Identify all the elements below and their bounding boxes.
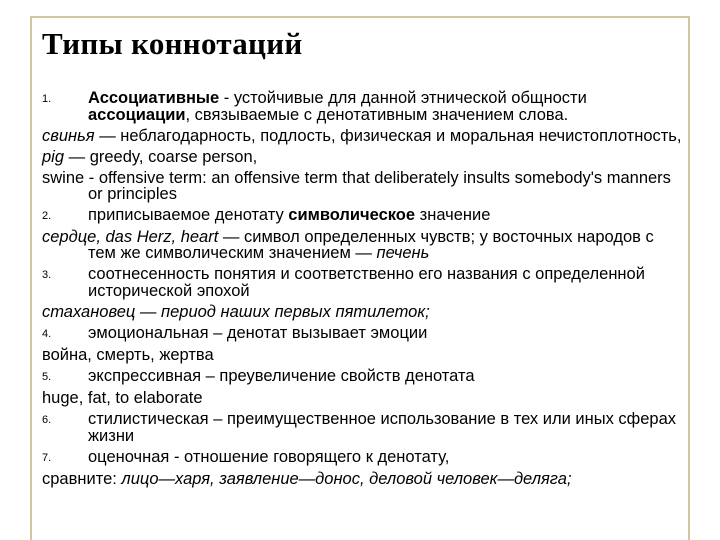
- example-word: печень: [376, 244, 430, 262]
- item-text: , связываемые с денотативным значением слова.: [185, 106, 569, 124]
- list-item-6: [42, 411, 682, 444]
- list-item-5: [42, 368, 682, 385]
- list-number: 1.: [42, 93, 52, 105]
- term-associative: Ассоциативные: [88, 89, 220, 107]
- example-svinya: [42, 128, 682, 144]
- item-text: приписываемое денотату: [88, 206, 289, 224]
- example-text: сравните:: [42, 470, 122, 488]
- list-number: 3.: [42, 269, 52, 281]
- slide-title: Типы коннотаций: [42, 26, 303, 61]
- item-text: соотнесенность понятия и соответственно его названия с определенной исторической эпохой: [88, 265, 645, 300]
- example-text: swine - offensive term: an offensive term that deliberately insults somebody's manners or principles: [42, 169, 671, 203]
- item-text: значение: [415, 206, 491, 224]
- item-text: - устойчивые для данной этнической общности: [219, 89, 587, 107]
- example-stakhanovets: [42, 304, 682, 320]
- term-symbolic: символическое: [288, 206, 416, 224]
- item-text: эмоциональная – денотат вызывает эмоции: [88, 324, 428, 342]
- example-word: лицо—харя, заявление—донос, деловой человек—деляга;: [121, 470, 572, 488]
- example-text: стахановец — период наших первых пятилеток;: [42, 303, 430, 321]
- list-item-2: [42, 207, 682, 224]
- example-huge: [42, 390, 682, 406]
- example-war: [42, 347, 682, 363]
- example-word: свинья: [42, 127, 95, 145]
- list-number: 6.: [42, 414, 52, 426]
- example-text: — greedy, coarse person,: [64, 148, 258, 166]
- list-item-1: [42, 90, 682, 123]
- slide-body: [42, 90, 682, 492]
- list-item-3: [42, 266, 682, 299]
- example-text: война, смерть, жертва: [42, 346, 214, 364]
- example-swine: [42, 170, 682, 202]
- example-heart: [42, 229, 682, 261]
- frame-left-line: [30, 16, 32, 540]
- frame-top-line: [30, 16, 690, 18]
- example-text: — неблагодарность, подлость, физическая и моральная нечистоплотность,: [94, 127, 682, 145]
- item-text: экспрессивная – преувеличение свойств денотата: [88, 367, 475, 385]
- term-associations: ассоциации: [88, 106, 186, 124]
- example-text: — символ определенных чувств; у восточных народов с тем же символическим значением —: [88, 228, 654, 262]
- frame-right-line: [688, 16, 690, 540]
- example-pig: [42, 149, 682, 165]
- list-item-7: [42, 449, 682, 466]
- example-compare: [42, 471, 682, 487]
- list-number: 4.: [42, 328, 52, 340]
- list-number: 5.: [42, 371, 52, 383]
- item-text: оценочная - отношение говорящего к денотату,: [88, 448, 450, 466]
- list-number: 7.: [42, 452, 52, 464]
- example-word: pig: [42, 148, 65, 166]
- example-text: huge, fat, to elaborate: [42, 389, 203, 407]
- item-text: стилистическая – преимущественное использование в тех или иных сферах жизни: [88, 410, 677, 445]
- list-item-4: [42, 325, 682, 342]
- example-word: сердце, das Herz, heart: [42, 228, 219, 246]
- list-number: 2.: [42, 210, 52, 222]
